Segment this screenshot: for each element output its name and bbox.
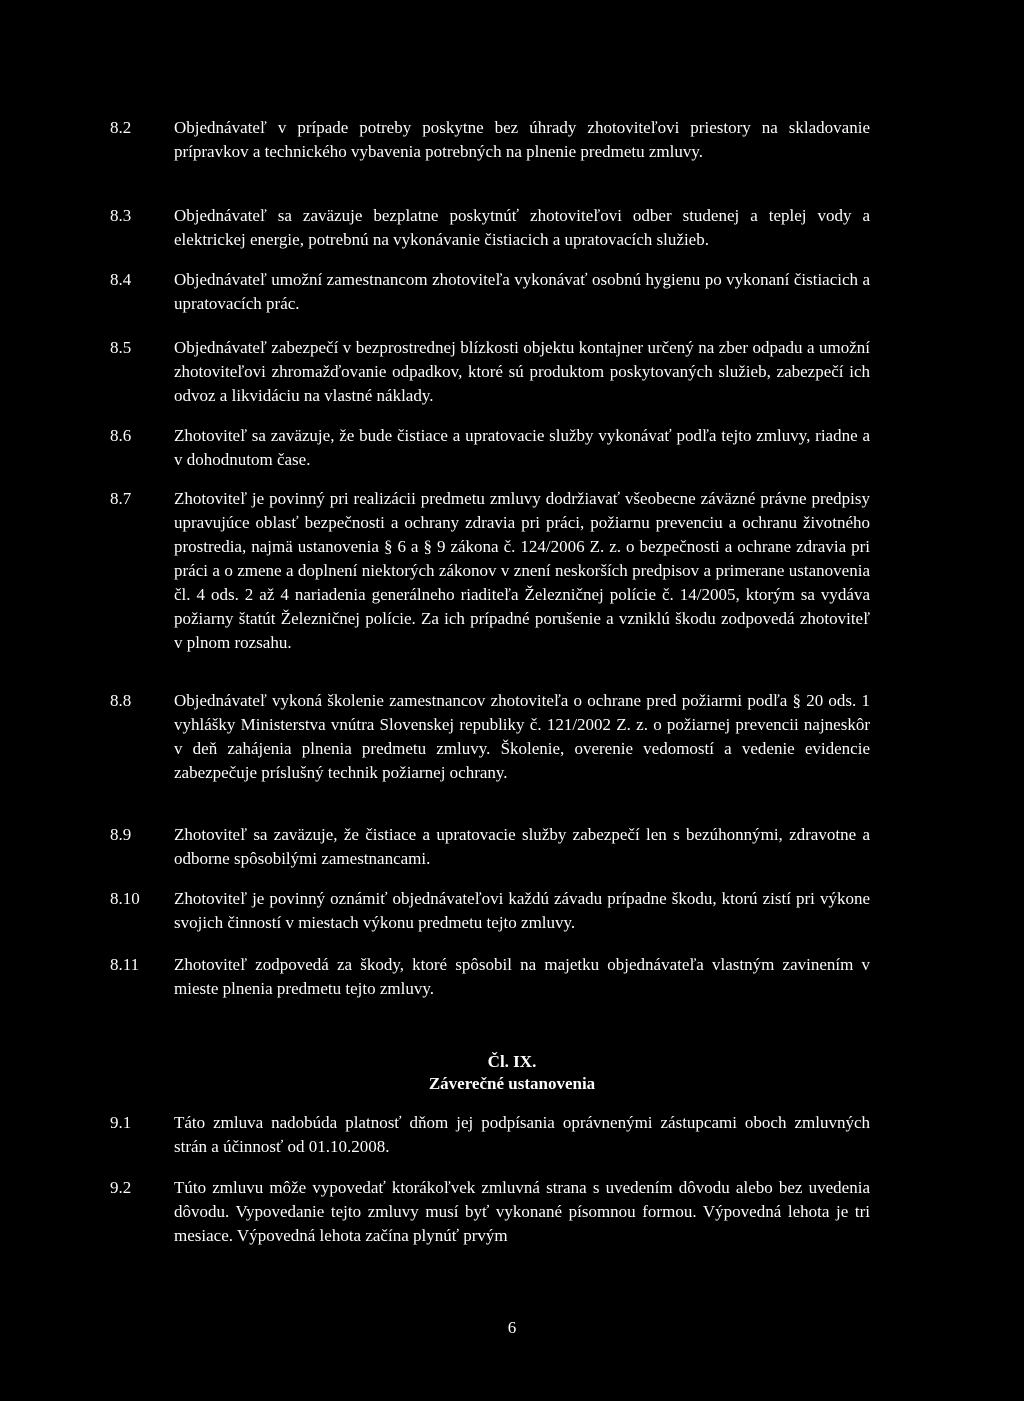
article-title: Záverečné ustanovenia (428, 1074, 596, 1093)
clause-text: Zhotoviteľ sa zaväzuje, že čistiace a upratovacie služby zabezpečí len s bezúhonnými, zdravotne a odborne spôsobilými zamestnancami. (174, 825, 870, 868)
clause-number: 8.4 (110, 270, 132, 289)
clause-9-1 (110, 1111, 870, 1159)
clause-8-3 (110, 204, 870, 252)
clause-9-2 (110, 1176, 870, 1248)
clause-number: 8.9 (110, 825, 132, 844)
clause-8-8 (110, 689, 870, 785)
clause-text: Zhotoviteľ je povinný oznámiť objednávateľovi každú závadu prípadne škodu, ktorú zistí pri výkone svojich činností v miestach výkonu predmetu tejto zmluvy. (174, 889, 870, 932)
clause-text: Túto zmluvu môže vypovedať ktorákoľvek zmluvná strana s uvedením dôvodu alebo bez uvedenia dôvodu. Vypovedanie tejto zmluvy musí byť vykonané písomnou formou. Výpovedná lehota je tri mesiace. Výpovedná lehota začína plynúť prvým (174, 1178, 870, 1245)
clause-8-11 (110, 953, 870, 1001)
clause-8-7 (110, 487, 870, 655)
clause-text: Objednávateľ vykoná školenie zamestnancov zhotoviteľa o ochrane pred požiarmi podľa § 20 ods. 1 vyhlášky Ministerstva vnútra Slovenskej republiky č. 121/2002 Z. z. o požiarnej prevencii najneskôr v deň zahájenia plnenia predmetu zmluvy. Školenie, overenie vedomostí a vedenie evidencie zabezpečuje príslušný technik požiarnej ochrany. (174, 691, 870, 782)
clause-number: 8.8 (110, 691, 132, 710)
article-number: Čl. IX. (487, 1052, 537, 1071)
clause-text: Objednávateľ sa zaväzuje bezplatne poskytnúť zhotoviteľovi odber studenej a teplej vody a elektrickej energie, potrebnú na vykonávanie čistiacich a upratovacích služieb. (174, 206, 870, 249)
clause-8-2 (110, 116, 870, 164)
clause-number: 8.6 (110, 426, 132, 445)
clause-number: 8.11 (110, 955, 140, 974)
clause-text: Objednávateľ umožní zamestnancom zhotoviteľa vykonávať osobnú hygienu po vykonaní čistiacich a upratovacích prác. (174, 270, 870, 313)
clause-number: 8.3 (110, 206, 132, 225)
clause-text: Zhotoviteľ sa zaväzuje, že bude čistiace a upratovacie služby vykonávať podľa tejto zmluvy, riadne a v dohodnutom čase. (174, 426, 870, 469)
clause-text: Zhotoviteľ je povinný pri realizácii predmetu zmluvy dodržiavať všeobecne záväzné právne predpisy upravujúce oblasť bezpečnosti a ochrany zdravia pri práci, požiarnu prevenciu a ochranu životného prostredia, najmä ustanovenia § 6 a § 9 zákona č. 124/2006 Z. z. o bezpečnosti a ochrane zdravia pri práci a o zmene a doplnení niektorých zákonov v znení neskorších predpisov a primerane ustanovenia čl. 4 ods. 2 až 4 nariadenia generálneho riaditeľa Železničnej polície č. 14/2005, ktorým sa vydáva požiarny štatút Železničnej polície. Za ich prípadné porušenie a vzniklú škodu zodpovedá zhotoviteľ v plnom rozsahu. (174, 489, 870, 652)
clause-8-5 (110, 336, 870, 408)
page-number: 6 (507, 1318, 517, 1337)
clause-8-4 (110, 268, 870, 316)
clause-number: 9.2 (110, 1178, 132, 1197)
clause-8-9 (110, 823, 870, 871)
clause-text: Zhotoviteľ zodpovedá za škody, ktoré spôsobil na majetku objednávateľa vlastným zavinením v mieste plnenia predmetu tejto zmluvy. (174, 955, 870, 998)
clause-8-6 (110, 424, 870, 472)
clause-8-10 (110, 887, 870, 935)
clause-number: 8.5 (110, 338, 132, 357)
clause-number: 8.2 (110, 118, 132, 137)
clause-number: 9.1 (110, 1113, 132, 1132)
clause-number: 8.10 (110, 889, 140, 908)
clause-text: Táto zmluva nadobúda platnosť dňom jej podpísania oprávnenými zástupcami oboch zmluvných strán a účinnosť od 01.10.2008. (174, 1113, 870, 1156)
clause-text: Objednávateľ zabezpečí v bezprostrednej blízkosti objektu kontajner určený na zber odpadu a umožní zhotoviteľovi zhromažďovanie odpadkov, ktoré sú produktom poskytovaných služieb, zabezpečí ich odvoz a likvidáciu na vlastné náklady. (174, 338, 870, 405)
clause-text: Objednávateľ v prípade potreby poskytne bez úhrady zhotoviteľovi priestory na skladovanie prípravkov a technického vybavenia potrebných na plnenie predmetu zmluvy. (174, 118, 870, 161)
clause-number: 8.7 (110, 489, 132, 508)
